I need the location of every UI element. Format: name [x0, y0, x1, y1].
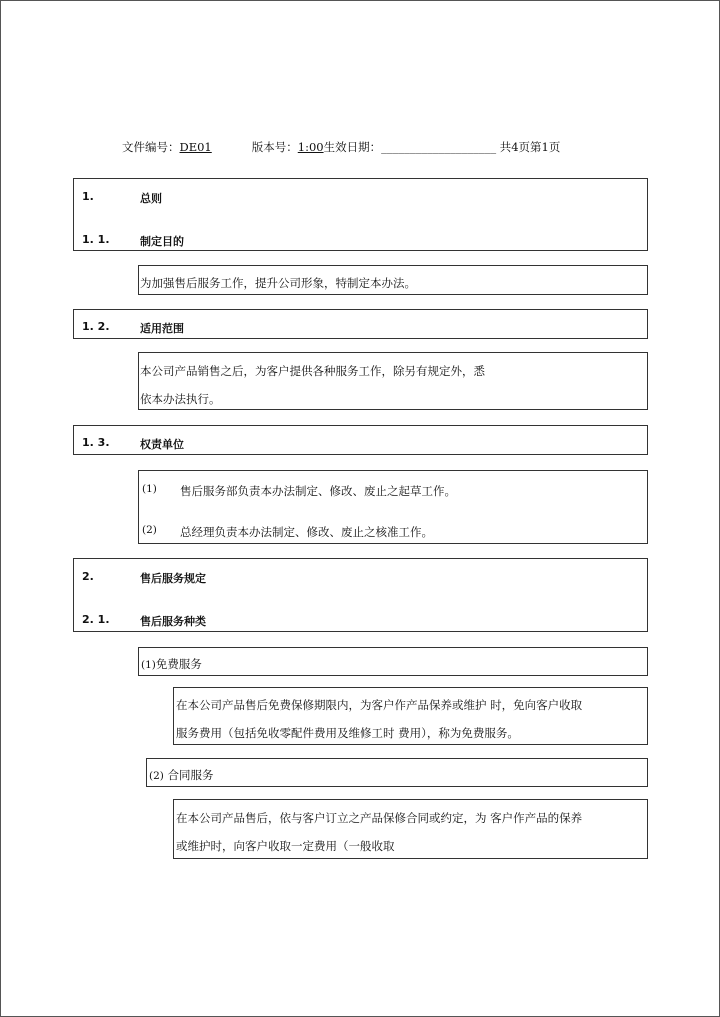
- section-number: 2. 1.: [82, 613, 110, 626]
- list-item-text: 总经理负责本办法制定、修改、废止之核准工作。: [180, 525, 433, 539]
- free-service-text-line-1: 在本公司产品售后免费保修期限内，为客户作产品保养或维护 时，免向客户收取: [176, 698, 583, 712]
- scope-text-box: [138, 352, 648, 410]
- purpose-text-box: [138, 265, 648, 295]
- contract-service-text-box: [173, 799, 648, 859]
- section-1-3-box: [73, 425, 648, 455]
- section-title: 售后服务种类: [140, 615, 206, 628]
- section-number: 2.: [82, 570, 94, 583]
- scope-text-line-2: 依本办法执行。: [140, 392, 221, 406]
- section-number: 1. 3.: [82, 436, 110, 449]
- page-count: 共4页第1页: [499, 140, 561, 154]
- section-1-box: [73, 178, 648, 251]
- list-item-number: (2): [142, 524, 157, 536]
- responsibility-box: [138, 470, 648, 544]
- section-title: 权责单位: [140, 438, 184, 451]
- section-number: 1. 1.: [82, 233, 110, 246]
- free-service-label: [141, 656, 202, 672]
- section-title: 制定目的: [140, 235, 184, 248]
- doc-no-value: DE01: [179, 140, 212, 154]
- purpose-text: 为加强售后服务工作，提升公司形象，特制定本办法。: [140, 276, 416, 290]
- section-number: 1.: [82, 190, 94, 203]
- effective-date-blank: ____________________: [381, 140, 497, 154]
- list-item-number: (1): [142, 483, 157, 495]
- contract-service-number: (2): [149, 770, 164, 782]
- free-service-number: (1): [141, 659, 156, 671]
- version-value: 1:00: [297, 140, 324, 154]
- section-1-2-box: [73, 309, 648, 339]
- free-service-text-box: [173, 687, 648, 745]
- section-title: 总则: [140, 192, 162, 205]
- section-title: 适用范围: [140, 322, 184, 335]
- contract-service-title: 合同服务: [167, 768, 214, 782]
- list-item-text: 售后服务部负责本办法制定、修改、废止之起草工作。: [180, 484, 456, 498]
- section-2-box: [73, 558, 648, 632]
- free-service-text-line-2: 服务费用（包括免收零配件费用及维修工时 费用），称为免费服务。: [176, 726, 519, 740]
- document-header: [122, 139, 560, 155]
- contract-service-text-line-2: 或维护时，向客户收取一定费用（一般收取: [176, 839, 395, 853]
- contract-service-label: [149, 767, 214, 783]
- contract-service-text-line-1: 在本公司产品售后，依与客户订立之产品保修合同或约定，为 客户作产品的保养: [176, 811, 583, 825]
- effective-date-label: 生效日期：: [323, 140, 382, 154]
- section-number: 1. 2.: [82, 320, 110, 333]
- section-title: 售后服务规定: [140, 572, 206, 585]
- version-label: 版本号：: [251, 140, 298, 154]
- scope-text-line-1: 本公司产品销售之后，为客户提供各种服务工作，除另有规定外，悉: [140, 364, 485, 378]
- doc-no-label: 文件编号：: [122, 140, 180, 154]
- free-service-label-box: [138, 647, 648, 676]
- contract-service-label-box: [146, 758, 648, 787]
- free-service-title: 免费服务: [155, 657, 202, 671]
